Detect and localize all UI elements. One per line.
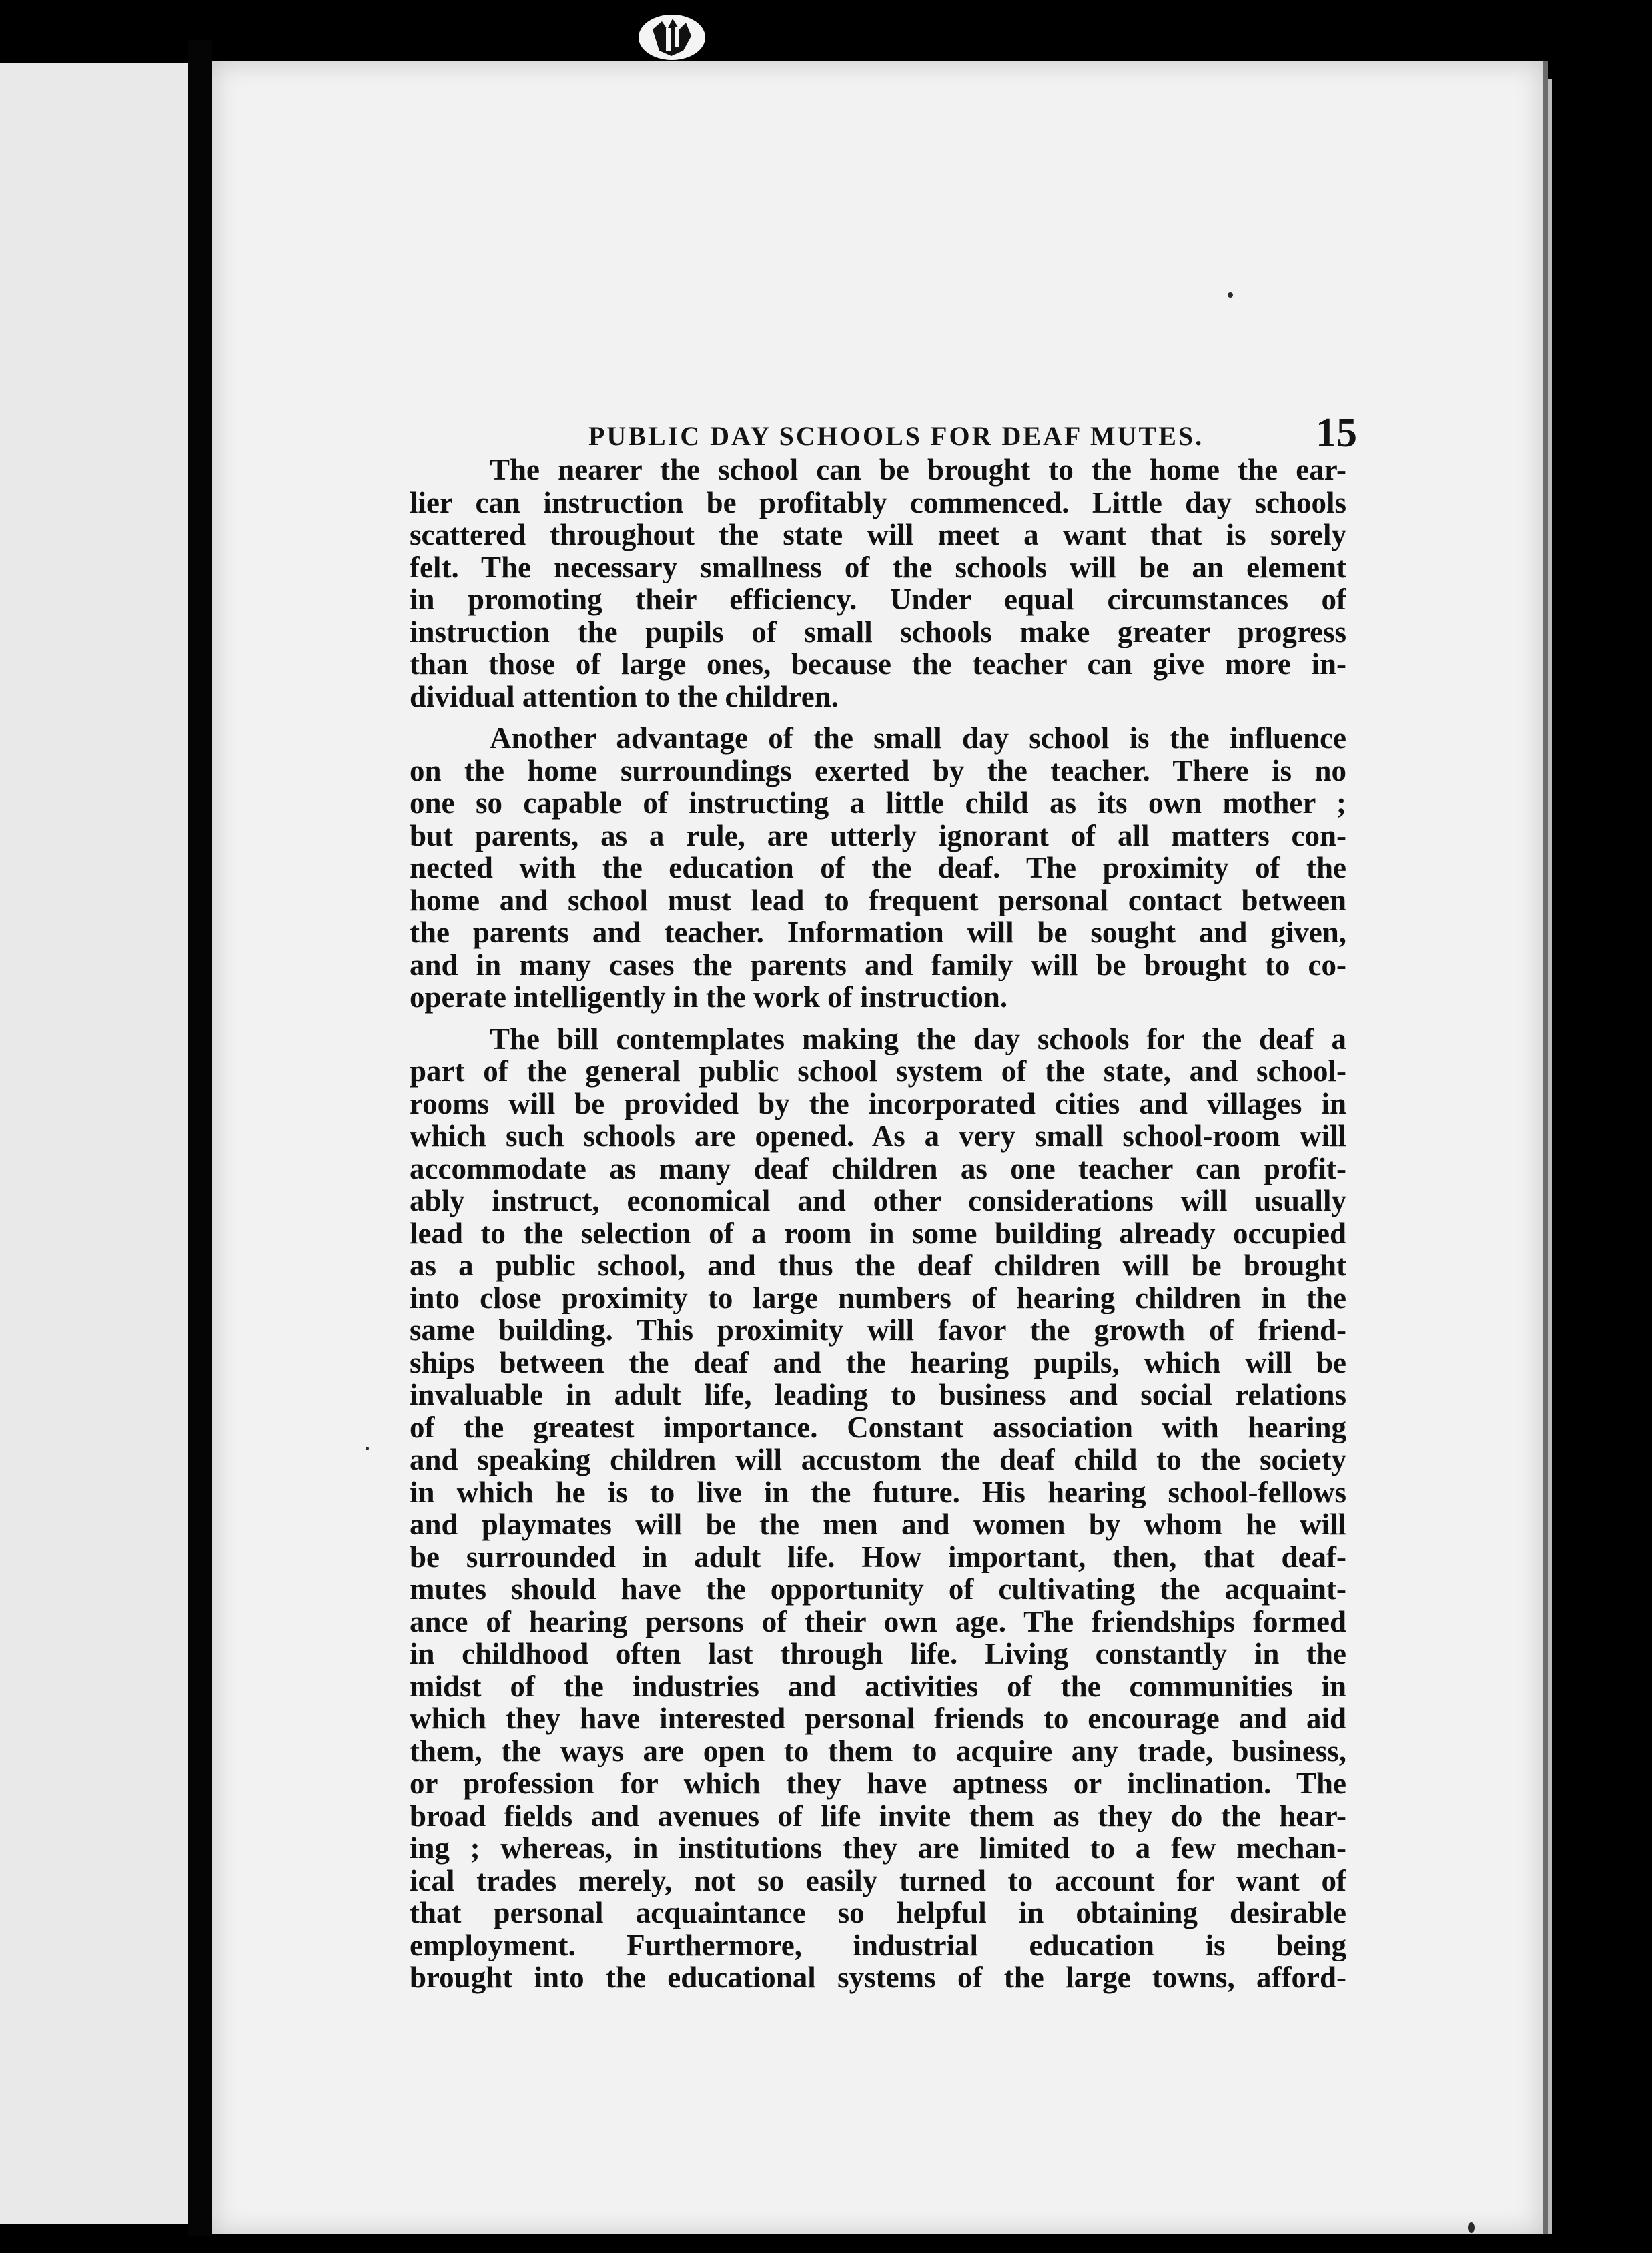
text-line: part of the general public school system of the state, and school- xyxy=(410,1055,1346,1088)
text-line: ance of hearing persons of their own age. The friendships formed xyxy=(410,1605,1346,1638)
text-line: than those of large ones, because the teacher can give more in- xyxy=(410,648,1346,681)
dust-speck xyxy=(1228,292,1233,298)
text-line: mutes should have the opportunity of cultivating the acquaint- xyxy=(410,1573,1346,1606)
text-line: rooms will be provided by the incorporated cities and villages in xyxy=(410,1087,1346,1120)
text-line: Another advantage of the small day school is the influence xyxy=(490,722,1346,755)
dust-speck xyxy=(366,1447,369,1450)
text-line: of the greatest importance. Constant association with hearing xyxy=(410,1411,1346,1443)
text-line: The bill contemplates making the day schools for the deaf a xyxy=(490,1022,1346,1055)
text-line: in which he is to live in the future. His hearing school-fellows xyxy=(410,1476,1346,1508)
text-line: The nearer the school can be brought to the home the ear- xyxy=(490,454,1346,487)
text-line: and in many cases the parents and family will be brought to co- xyxy=(410,948,1346,981)
text-line: invaluable in adult life, leading to business and social relations xyxy=(410,1379,1346,1411)
text-line: ical trades merely, not so easily turned to account for want of xyxy=(410,1864,1346,1897)
text-line: which they have interested personal friends to encourage and aid xyxy=(410,1702,1346,1735)
text-line: in promoting their efficiency. Under equal circumstances of xyxy=(410,583,1346,616)
text-line: scattered throughout the state will meet a want that is sorely xyxy=(410,519,1346,551)
text-line: which such schools are opened. As a very small school-room will xyxy=(410,1120,1346,1153)
text-line: midst of the industries and activities of the communities in xyxy=(410,1670,1346,1702)
paragraph-3 xyxy=(410,1023,1346,1994)
page-edge-shadow xyxy=(1543,61,1548,2234)
text-line: instruction the pupils of small schools make greater progress xyxy=(410,615,1346,648)
binding-clip-mark xyxy=(633,9,711,64)
text-line: but parents, as a rule, are utterly ignorant of all matters con- xyxy=(410,819,1346,852)
text-line: ing ; whereas, in institutions they are limited to a few mechan- xyxy=(410,1832,1346,1865)
book-gutter xyxy=(188,40,212,2236)
text-line: nected with the education of the deaf. The proximity of the xyxy=(410,852,1346,884)
text-line: dividual attention to the children. xyxy=(410,680,839,713)
text-line: in childhood often last through life. Living constantly in the xyxy=(410,1638,1346,1670)
text-line: employment. Furthermore, industrial education is being xyxy=(410,1929,1346,1961)
text-line: accommodate as many deaf children as one teacher can profit- xyxy=(410,1152,1346,1185)
text-line: same building. This proximity will favor the growth of friend- xyxy=(410,1314,1346,1347)
text-line: be surrounded in adult life. How important, then, that deaf- xyxy=(410,1540,1346,1573)
text-line: into close proximity to large numbers of hearing children in the xyxy=(410,1281,1346,1314)
text-line: or profession for which they have aptness or inclination. The xyxy=(410,1767,1346,1800)
text-line: brought into the educational systems of the large towns, afford- xyxy=(410,1961,1346,1994)
text-line: lead to the selection of a room in some building already occupied xyxy=(410,1217,1346,1249)
paragraph-2 xyxy=(410,722,1346,1014)
paragraph-1 xyxy=(410,454,1346,713)
text-line: them, the ways are open to them to acquire any trade, business, xyxy=(410,1734,1346,1767)
text-line: the parents and teacher. Information will be sought and given, xyxy=(410,916,1346,949)
running-head: PUBLIC DAY SCHOOLS FOR DEAF MUTES. xyxy=(588,421,1204,451)
facing-page-edge xyxy=(0,63,190,2224)
dust-speck xyxy=(1468,2222,1475,2233)
page-number: 15 xyxy=(1316,410,1357,456)
text-line: operate intelligently in the work of instruction. xyxy=(410,981,1008,1014)
text-line: one so capable of instructing a little child as its own mother ; xyxy=(410,787,1346,820)
text-line: ably instruct, economical and other considerations will usually xyxy=(410,1185,1346,1217)
text-line: ships between the deaf and the hearing pupils, which will be xyxy=(410,1346,1346,1379)
text-line: lier can instruction be profitably commenced. Little day schools xyxy=(410,486,1346,519)
text-line: broad fields and avenues of life invite them as they do the hear- xyxy=(410,1799,1346,1832)
text-line: as a public school, and thus the deaf children will be brought xyxy=(410,1249,1346,1282)
text-line: and speaking children will accustom the deaf child to the society xyxy=(410,1443,1346,1476)
body-text xyxy=(410,454,1346,2003)
text-line: and playmates will be the men and women by whom he will xyxy=(410,1508,1346,1541)
text-line: that personal acquaintance so helpful in obtaining desirable xyxy=(410,1897,1346,1929)
text-line: felt. The necessary smallness of the schools will be an element xyxy=(410,551,1346,583)
page-edge-highlight xyxy=(1548,79,1552,2234)
text-line: on the home surroundings exerted by the teacher. There is no xyxy=(410,754,1346,787)
text-line: home and school must lead to frequent personal contact between xyxy=(410,884,1346,916)
